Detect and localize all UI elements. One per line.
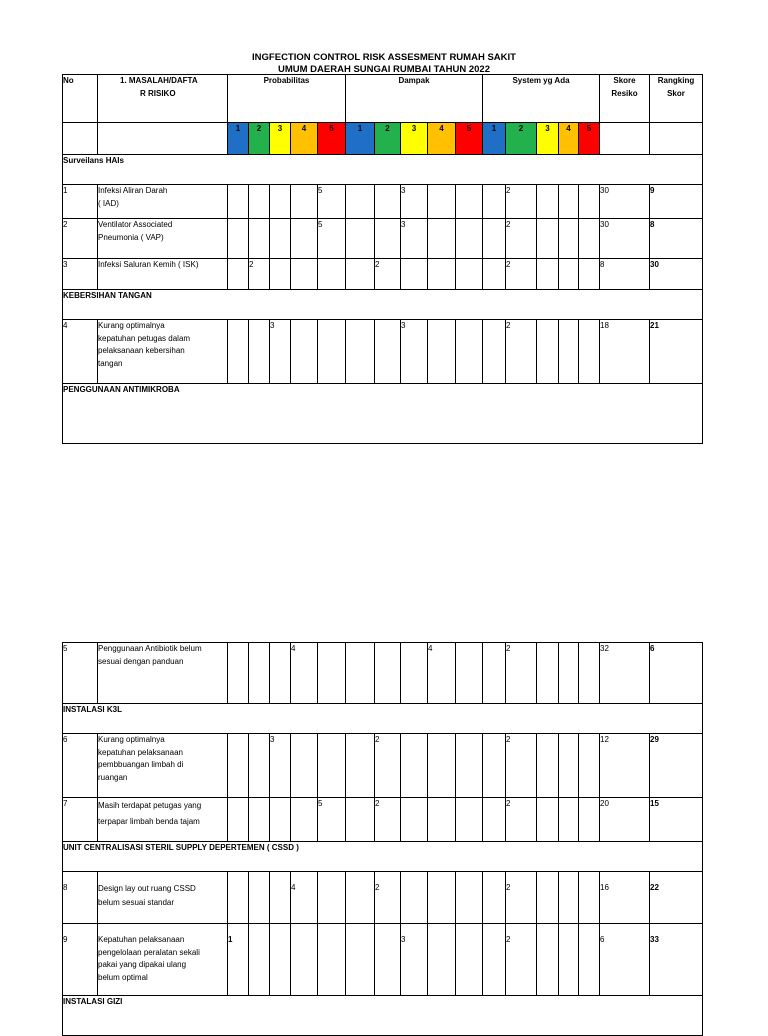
skore-resiko: 30 [600,185,650,219]
system-scale-3: 3 [537,123,559,155]
header-rangking-skor: Rangking Skor [650,75,703,123]
row-no: 3 [63,259,98,290]
row-no: 9 [63,924,98,996]
table-row [63,219,703,259]
prob-value: 4 [291,872,318,924]
risk-assessment-table-top [62,74,703,444]
prob-scale-5: 5 [318,123,346,155]
system-value: 2 [506,643,537,704]
section-kebersihan-tangan: KEBERSIHAN TANGAN [63,290,703,320]
skore-resiko: 18 [600,320,650,384]
row-description: Design lay out ruang CSSD belum sesuai standar [98,872,228,924]
table-row [63,259,703,290]
rangking-skor: 21 [650,320,703,384]
empty-cell [650,123,703,155]
system-scale-1: 1 [483,123,506,155]
rangking-skor: 9 [650,185,703,219]
dampak-value: 3 [401,320,428,384]
empty-cell [600,123,650,155]
prob-scale-2: 2 [249,123,270,155]
row-description: Infeksi Saluran Kemih ( ISK) [98,259,228,290]
section-penggunaan-antimikroba: PENGGUNAAN ANTIMIKROBA [63,384,703,444]
skore-resiko: 30 [600,219,650,259]
row-description: Masih terdapat petugas yang terpapar limbah benda tajam [98,798,228,842]
dampak-value: 3 [401,219,428,259]
row-no: 5 [63,643,98,704]
header-dampak: Dampak [346,75,483,123]
rangking-skor: 6 [650,643,703,704]
rangking-skor: 15 [650,798,703,842]
dampak-value: 2 [375,734,401,798]
system-value: 2 [506,320,537,384]
document-title-line-1: INGFECTION CONTROL RISK ASSESMENT RUMAH SAKIT [252,52,516,63]
row-no: 2 [63,219,98,259]
table-row [63,798,703,842]
prob-value: 5 [318,798,346,842]
dampak-value: 2 [375,259,401,290]
prob-value: 5 [318,219,346,259]
dampak-scale-4: 4 [428,123,456,155]
header-probabilitas: Probabilitas [228,75,346,123]
row-description: Kurang optimalnya kepatuhan pelaksanaan pembbuangan limbah di ruangan [98,734,228,798]
prob-scale-3: 3 [270,123,291,155]
prob-value: 1 [228,924,249,996]
table-row [63,872,703,924]
dampak-scale-3: 3 [401,123,428,155]
dampak-value: 2 [375,872,401,924]
row-description: Kurang optimalnya kepatuhan petugas dalam pelaksanaan kebersihan tangan [98,320,228,384]
header-risk: 1. MASALAH/DAFTA R RISIKO [98,75,228,123]
rangking-skor: 22 [650,872,703,924]
dampak-scale-2: 2 [375,123,401,155]
row-description: Infeksi Aliran Darah ( IAD) [98,185,228,219]
prob-value: 2 [249,259,270,290]
skore-resiko: 12 [600,734,650,798]
rangking-skor: 33 [650,924,703,996]
section-instalasi-k3l: INSTALASI K3L [63,704,703,734]
system-value: 2 [506,924,537,996]
rangking-skor: 29 [650,734,703,798]
system-value: 2 [506,259,537,290]
system-value: 2 [506,219,537,259]
section-instalasi-gizi: INSTALASI GIZI [63,996,703,1036]
table-row [63,734,703,798]
row-no: 7 [63,798,98,842]
section-surveilans-hais: Surveilans HAIs [63,155,703,185]
header-system: System yg Ada [483,75,600,123]
scale-row [63,123,703,155]
skore-resiko: 6 [600,924,650,996]
table-row [63,643,703,704]
rangking-skor: 8 [650,219,703,259]
dampak-value: 2 [375,798,401,842]
system-scale-5: 5 [579,123,600,155]
prob-value: 3 [270,734,291,798]
prob-scale-1: 1 [228,123,249,155]
row-no: 4 [63,320,98,384]
document-title-line-2: UMUM DAERAH SUNGAI RUMBAI TAHUN 2022 [277,64,490,75]
row-description: Ventilator Associated Pneumonia ( VAP) [98,219,228,259]
system-value: 2 [506,872,537,924]
dampak-scale-5: 5 [456,123,483,155]
prob-value: 3 [270,320,291,384]
system-value: 2 [506,185,537,219]
row-description: Kepatuhan pelaksanaan pengelolaan peralatan sekali pakai yang dipakai ulang belum optimal [98,924,228,996]
system-scale-4: 4 [559,123,579,155]
skore-resiko: 32 [600,643,650,704]
risk-assessment-table-bottom [62,642,703,1036]
dampak-value: 4 [428,643,456,704]
table-row [63,185,703,219]
skore-resiko: 8 [600,259,650,290]
dampak-value: 3 [401,185,428,219]
row-no: 1 [63,185,98,219]
prob-value: 4 [291,643,318,704]
system-value: 2 [506,798,537,842]
table-row [63,320,703,384]
row-no: 8 [63,872,98,924]
row-description: Penggunaan Antibiotik belum sesuai dengan panduan [98,643,228,704]
dampak-value: 3 [401,924,428,996]
empty-cell [63,123,98,155]
prob-value: 5 [318,185,346,219]
prob-scale-4: 4 [291,123,318,155]
section-unit-cssd: UNIT CENTRALISASI STERIL SUPPLY DEPERTEMEN ( CSSD ) [63,842,703,872]
row-no: 6 [63,734,98,798]
empty-cell [98,123,228,155]
header-skore-resiko: Skore Resiko [600,75,650,123]
system-scale-2: 2 [506,123,537,155]
dampak-scale-1: 1 [346,123,375,155]
system-value: 2 [506,734,537,798]
skore-resiko: 16 [600,872,650,924]
header-no: No [63,75,98,123]
table-row [63,924,703,996]
skore-resiko: 20 [600,798,650,842]
rangking-skor: 30 [650,259,703,290]
